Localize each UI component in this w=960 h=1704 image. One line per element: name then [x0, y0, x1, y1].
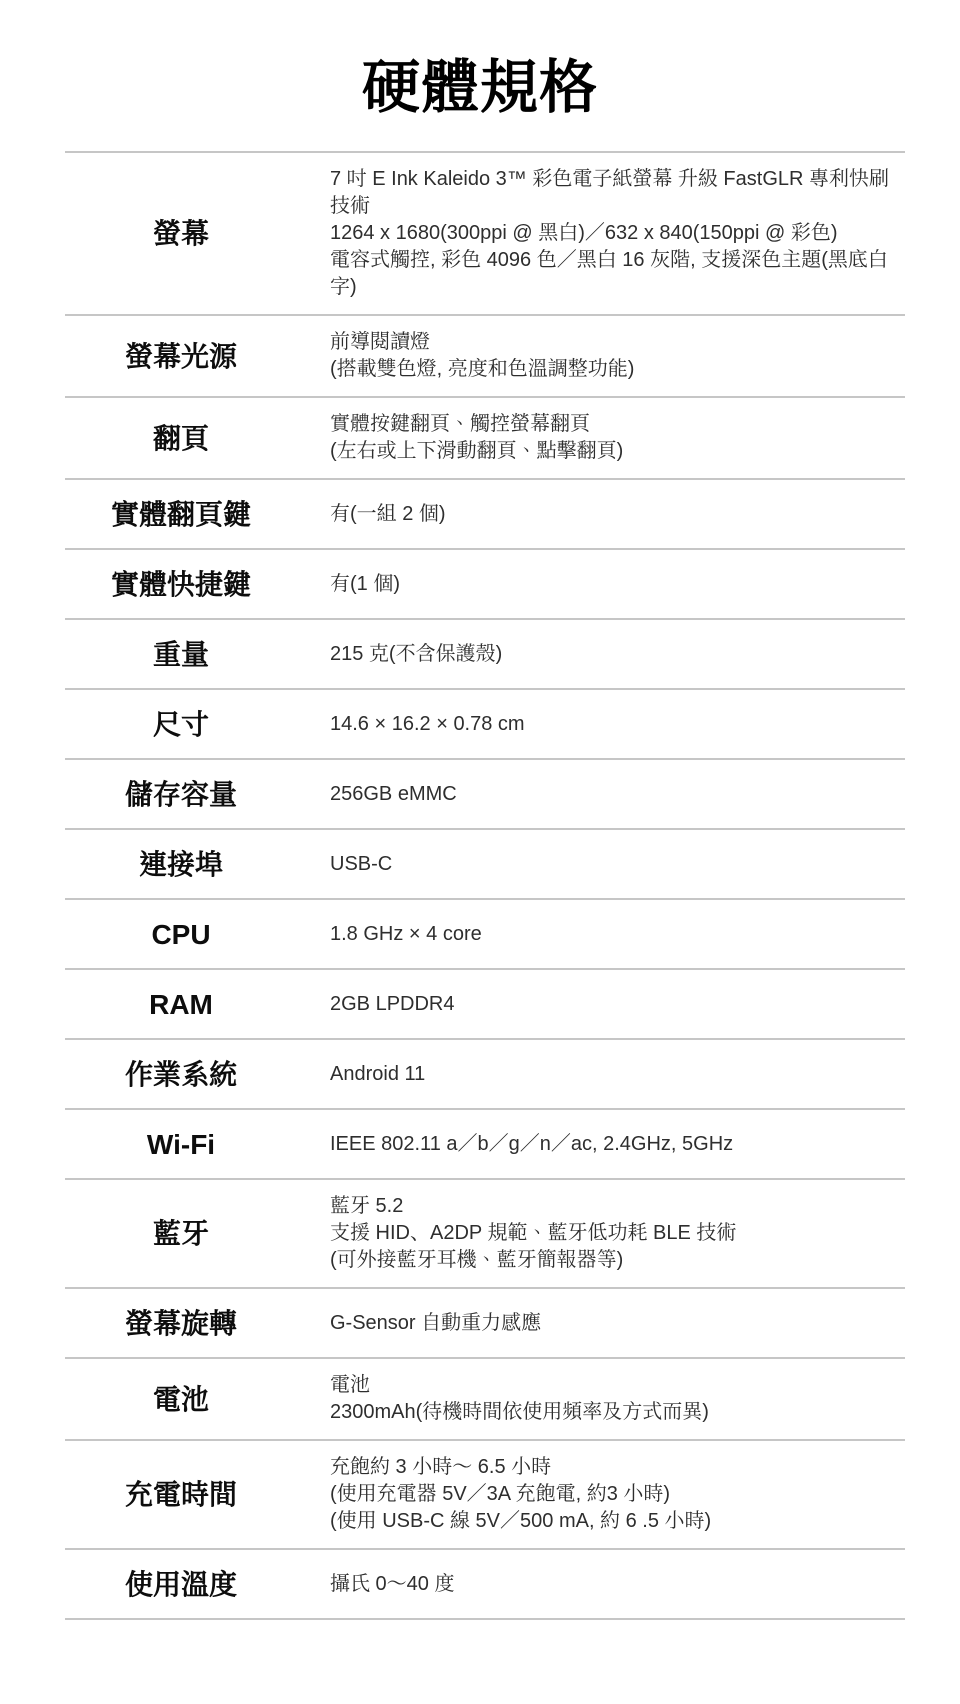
- spec-row: [65, 314, 905, 396]
- spec-value: [297, 1372, 905, 1426]
- spec-label: Wi-Fi: [146, 1128, 216, 1160]
- spec-value-line: 1264 x 1680(300ppi @ 黑白)／632 x 840(150ppi @ 彩色): [330, 222, 838, 245]
- spec-value-line: (使用 USB-C 線 5V／500 mA, 約 6 .5 小時): [330, 1510, 712, 1533]
- spec-value-line: Android 11: [330, 1062, 426, 1085]
- spec-label: 尺寸: [152, 708, 209, 740]
- spec-value: [297, 851, 905, 878]
- spec-row: [65, 548, 905, 618]
- spec-label: 實體翻頁鍵: [110, 498, 251, 530]
- spec-label: 儲存容量: [124, 778, 237, 810]
- spec-table: [65, 151, 905, 1620]
- bottom-whitespace: [0, 1620, 960, 1698]
- spec-value: [297, 1571, 905, 1598]
- spec-value-line: 有(一組 2 個): [330, 502, 446, 525]
- spec-value-line: 實體按鍵翻頁、觸控螢幕翻頁: [330, 413, 590, 436]
- spec-value: [297, 1193, 905, 1274]
- spec-value-line: (可外接藍牙耳機、藍牙簡報器等): [330, 1249, 624, 1272]
- spec-value-line: G-Sensor 自動重力感應: [330, 1311, 542, 1334]
- spec-label: 連接埠: [138, 848, 223, 880]
- spec-value-line: 支援 HID、A2DP 規範、藍牙低功耗 BLE 技術: [330, 1222, 737, 1245]
- spec-label: 電池: [152, 1383, 209, 1415]
- spec-row: [65, 618, 905, 688]
- spec-value-line: USB-C: [330, 852, 393, 875]
- spec-label: 翻頁: [152, 422, 209, 454]
- spec-value: [297, 1061, 905, 1088]
- spec-row: [65, 968, 905, 1038]
- spec-value-line: 215 克(不含保護殼): [330, 642, 503, 665]
- spec-label: RAM: [149, 988, 213, 1020]
- spec-value: [297, 166, 905, 301]
- spec-value: [297, 1310, 905, 1337]
- spec-value: [297, 1131, 905, 1158]
- spec-value: [297, 991, 905, 1018]
- spec-row: [65, 1357, 905, 1439]
- spec-row: [65, 1548, 905, 1618]
- spec-value-line: 1.8 GHz × 4 core: [330, 922, 482, 945]
- spec-value-line: (使用充電器 5V／3A 充飽電, 約3 小時): [330, 1483, 671, 1506]
- spec-value-line: 充飽約 3 小時～ 6.5 小時: [330, 1456, 552, 1479]
- spec-value-line: 電池: [330, 1374, 370, 1397]
- spec-label: CPU: [151, 918, 211, 950]
- page-title: 硬體規格: [361, 55, 598, 120]
- spec-value: [297, 641, 905, 668]
- spec-label: 充電時間: [124, 1479, 237, 1511]
- spec-row: [65, 758, 905, 828]
- spec-value: [297, 921, 905, 948]
- spec-value-line: 有(1 個): [330, 572, 400, 595]
- spec-row: [65, 1178, 905, 1287]
- spec-label: 作業系統: [124, 1058, 237, 1090]
- spec-value-line: 2GB LPDDR4: [330, 992, 455, 1015]
- spec-value: [297, 329, 905, 383]
- spec-row: [65, 1108, 905, 1178]
- spec-value-line: 前導閱讀燈: [330, 331, 430, 354]
- spec-value-line: (左右或上下滑動翻頁、點擊翻頁): [330, 440, 624, 463]
- spec-row: [65, 828, 905, 898]
- spec-row: [65, 478, 905, 548]
- spec-value: [297, 571, 905, 598]
- spec-value-line: 256GB eMMC: [330, 782, 457, 805]
- spec-value-line: 7 吋 E Ink Kaleido 3™ 彩色電子紙螢幕 升級 FastGLR 專利快刷技術: [330, 168, 890, 218]
- spec-value-line: 藍牙 5.2: [330, 1195, 404, 1218]
- spec-value: [297, 501, 905, 528]
- spec-label: 實體快捷鍵: [110, 568, 251, 600]
- spec-row: [65, 396, 905, 478]
- spec-row: [65, 1439, 905, 1548]
- spec-value: [297, 411, 905, 465]
- spec-label: 使用溫度: [124, 1568, 237, 1600]
- spec-value-line: 2300mAh(待機時間依使用頻率及方式而異): [330, 1401, 709, 1424]
- spec-label: 螢幕: [152, 218, 209, 250]
- spec-value: [297, 781, 905, 808]
- spec-label: 藍牙: [152, 1218, 209, 1250]
- spec-label: 螢幕光源: [124, 340, 237, 372]
- spec-row: [65, 898, 905, 968]
- spec-value: [297, 1454, 905, 1535]
- spec-value-line: (搭載雙色燈, 亮度和色溫調整功能): [330, 358, 635, 381]
- spec-label: 螢幕旋轉: [124, 1307, 237, 1339]
- spec-value-line: IEEE 802.11 a／b／g／n／ac, 2.4GHz, 5GHz: [330, 1132, 734, 1155]
- spec-row: [65, 1287, 905, 1357]
- spec-row: [65, 151, 905, 314]
- spec-label: 重量: [152, 638, 209, 670]
- spec-value-line: 14.6 × 16.2 × 0.78 cm: [330, 712, 525, 735]
- spec-value-line: 電容式觸控, 彩色 4096 色／黑白 16 灰階, 支援深色主題(黑底白字): [330, 249, 888, 299]
- spec-row: [65, 688, 905, 758]
- spec-value: [297, 711, 905, 738]
- spec-value-line: 攝氏 0～40 度: [330, 1572, 455, 1595]
- spec-row: [65, 1038, 905, 1108]
